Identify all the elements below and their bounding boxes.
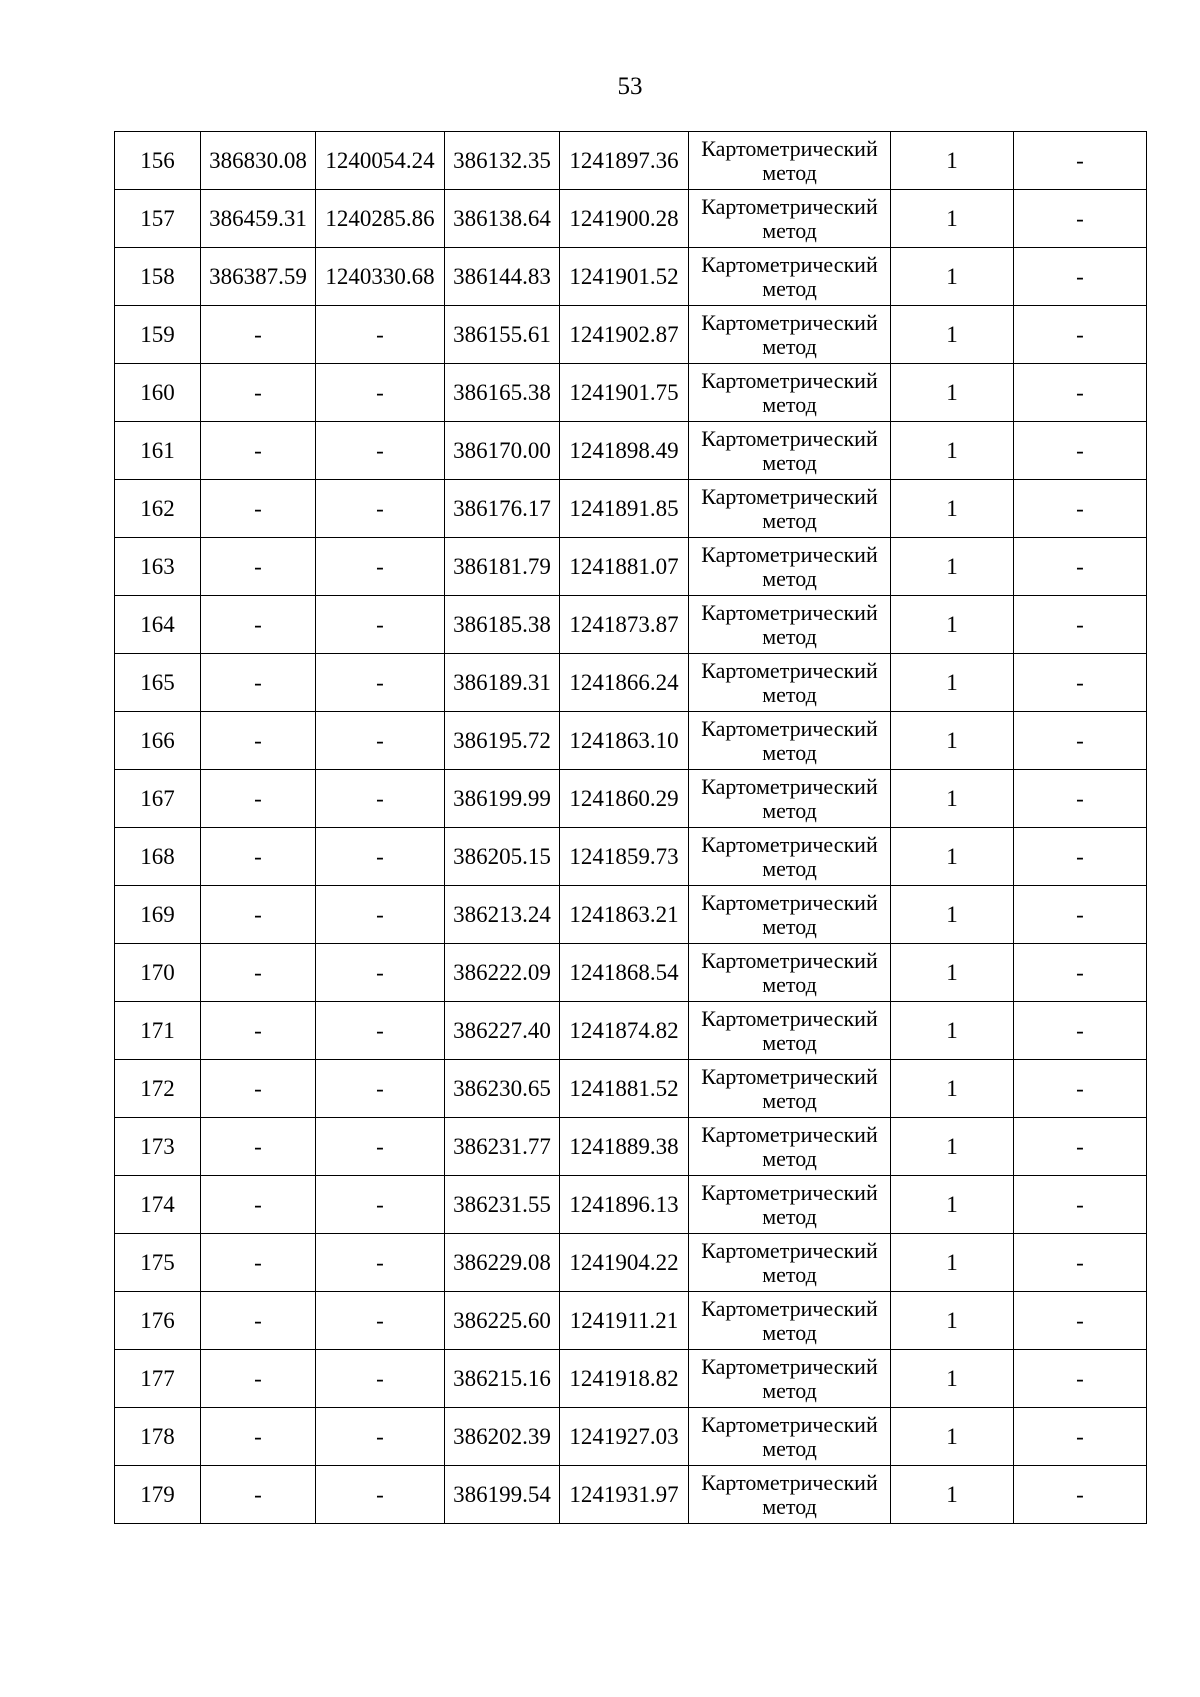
new-x-cell: 386199.99 xyxy=(445,770,560,828)
accuracy-cell: 1 xyxy=(891,1118,1014,1176)
note-cell: - xyxy=(1014,770,1147,828)
new-y-cell: 1241904.22 xyxy=(560,1234,689,1292)
point-number-cell: 161 xyxy=(115,422,201,480)
old-x-cell: - xyxy=(201,1176,316,1234)
old-y-cell: - xyxy=(316,1118,445,1176)
new-y-cell: 1241860.29 xyxy=(560,770,689,828)
old-x-cell: - xyxy=(201,1060,316,1118)
new-x-cell: 386199.54 xyxy=(445,1466,560,1524)
method-cell xyxy=(689,770,891,828)
note-cell: - xyxy=(1014,828,1147,886)
old-x-cell: - xyxy=(201,828,316,886)
method-line-2: метод xyxy=(762,855,817,881)
old-y-cell: 1240285.86 xyxy=(316,190,445,248)
method-line-2: метод xyxy=(762,913,817,939)
table-row xyxy=(115,1292,1147,1350)
accuracy-cell: 1 xyxy=(891,770,1014,828)
new-x-cell: 386165.38 xyxy=(445,364,560,422)
old-x-cell: - xyxy=(201,306,316,364)
note-cell: - xyxy=(1014,596,1147,654)
method-line-2: метод xyxy=(762,333,817,359)
method-line-1: Картометрический xyxy=(701,715,878,741)
method-line-2: метод xyxy=(762,739,817,765)
accuracy-cell: 1 xyxy=(891,1002,1014,1060)
new-x-cell: 386231.77 xyxy=(445,1118,560,1176)
point-number-cell: 173 xyxy=(115,1118,201,1176)
new-y-cell: 1241868.54 xyxy=(560,944,689,1002)
note-cell: - xyxy=(1014,1002,1147,1060)
old-y-cell: - xyxy=(316,596,445,654)
note-cell: - xyxy=(1014,1466,1147,1524)
method-cell xyxy=(689,480,891,538)
method-line-1: Картометрический xyxy=(701,309,878,335)
note-cell: - xyxy=(1014,1234,1147,1292)
method-cell xyxy=(689,828,891,886)
new-y-cell: 1241931.97 xyxy=(560,1466,689,1524)
method-line-1: Картометрический xyxy=(701,657,878,683)
method-line-2: метод xyxy=(762,1203,817,1229)
new-x-cell: 386138.64 xyxy=(445,190,560,248)
old-x-cell: - xyxy=(201,1350,316,1408)
old-x-cell: - xyxy=(201,596,316,654)
coordinates-table xyxy=(114,131,1147,1524)
method-line-1: Картометрический xyxy=(701,1179,878,1205)
accuracy-cell: 1 xyxy=(891,1350,1014,1408)
accuracy-cell: 1 xyxy=(891,712,1014,770)
new-x-cell: 386195.72 xyxy=(445,712,560,770)
accuracy-cell: 1 xyxy=(891,422,1014,480)
old-x-cell: - xyxy=(201,654,316,712)
new-x-cell: 386185.38 xyxy=(445,596,560,654)
new-y-cell: 1241896.13 xyxy=(560,1176,689,1234)
table-row xyxy=(115,1466,1147,1524)
note-cell: - xyxy=(1014,364,1147,422)
method-line-1: Картометрический xyxy=(701,193,878,219)
old-x-cell: 386387.59 xyxy=(201,248,316,306)
new-x-cell: 386144.83 xyxy=(445,248,560,306)
note-cell: - xyxy=(1014,1292,1147,1350)
table-row xyxy=(115,1408,1147,1466)
old-y-cell: - xyxy=(316,1002,445,1060)
point-number-cell: 171 xyxy=(115,1002,201,1060)
method-line-2: метод xyxy=(762,623,817,649)
method-cell xyxy=(689,1118,891,1176)
table-row xyxy=(115,1176,1147,1234)
new-x-cell: 386225.60 xyxy=(445,1292,560,1350)
new-y-cell: 1241874.82 xyxy=(560,1002,689,1060)
new-y-cell: 1241889.38 xyxy=(560,1118,689,1176)
point-number-cell: 164 xyxy=(115,596,201,654)
new-x-cell: 386227.40 xyxy=(445,1002,560,1060)
accuracy-cell: 1 xyxy=(891,596,1014,654)
old-x-cell: - xyxy=(201,1118,316,1176)
method-cell xyxy=(689,1408,891,1466)
old-y-cell: - xyxy=(316,1060,445,1118)
table-row xyxy=(115,306,1147,364)
old-y-cell: 1240054.24 xyxy=(316,132,445,190)
point-number-cell: 158 xyxy=(115,248,201,306)
old-y-cell: - xyxy=(316,1292,445,1350)
table-row xyxy=(115,422,1147,480)
method-line-2: метод xyxy=(762,1145,817,1171)
method-cell xyxy=(689,1350,891,1408)
old-y-cell: - xyxy=(316,886,445,944)
method-cell xyxy=(689,712,891,770)
method-cell xyxy=(689,132,891,190)
old-x-cell: 386830.08 xyxy=(201,132,316,190)
new-x-cell: 386215.16 xyxy=(445,1350,560,1408)
note-cell: - xyxy=(1014,1118,1147,1176)
old-x-cell: - xyxy=(201,1292,316,1350)
table-row xyxy=(115,712,1147,770)
new-y-cell: 1241902.87 xyxy=(560,306,689,364)
table-row xyxy=(115,248,1147,306)
new-x-cell: 386213.24 xyxy=(445,886,560,944)
note-cell: - xyxy=(1014,306,1147,364)
old-y-cell: - xyxy=(316,944,445,1002)
accuracy-cell: 1 xyxy=(891,190,1014,248)
new-x-cell: 386202.39 xyxy=(445,1408,560,1466)
point-number-cell: 174 xyxy=(115,1176,201,1234)
table-row xyxy=(115,654,1147,712)
old-y-cell: - xyxy=(316,770,445,828)
old-y-cell: - xyxy=(316,654,445,712)
method-line-1: Картометрический xyxy=(701,1005,878,1031)
method-cell xyxy=(689,1002,891,1060)
method-line-1: Картометрический xyxy=(701,541,878,567)
table-row xyxy=(115,480,1147,538)
old-x-cell: - xyxy=(201,944,316,1002)
method-line-2: метод xyxy=(762,507,817,533)
new-x-cell: 386205.15 xyxy=(445,828,560,886)
method-line-2: метод xyxy=(762,1261,817,1287)
page-number: 53 xyxy=(617,73,643,100)
note-cell: - xyxy=(1014,1350,1147,1408)
method-line-2: метод xyxy=(762,681,817,707)
point-number-cell: 156 xyxy=(115,132,201,190)
method-line-2: метод xyxy=(762,449,817,475)
new-y-cell: 1241863.10 xyxy=(560,712,689,770)
method-cell xyxy=(689,1176,891,1234)
note-cell: - xyxy=(1014,1408,1147,1466)
point-number-cell: 157 xyxy=(115,190,201,248)
method-line-2: метод xyxy=(762,797,817,823)
accuracy-cell: 1 xyxy=(891,306,1014,364)
method-line-2: метод xyxy=(762,1319,817,1345)
method-line-1: Картометрический xyxy=(701,1063,878,1089)
new-x-cell: 386181.79 xyxy=(445,538,560,596)
note-cell: - xyxy=(1014,422,1147,480)
note-cell: - xyxy=(1014,654,1147,712)
new-x-cell: 386229.08 xyxy=(445,1234,560,1292)
new-x-cell: 386189.31 xyxy=(445,654,560,712)
new-y-cell: 1241901.52 xyxy=(560,248,689,306)
note-cell: - xyxy=(1014,248,1147,306)
new-x-cell: 386132.35 xyxy=(445,132,560,190)
method-line-1: Картометрический xyxy=(701,599,878,625)
new-y-cell: 1241900.28 xyxy=(560,190,689,248)
method-line-2: метод xyxy=(762,1377,817,1403)
table-row xyxy=(115,1060,1147,1118)
table-row xyxy=(115,828,1147,886)
new-y-cell: 1241859.73 xyxy=(560,828,689,886)
accuracy-cell: 1 xyxy=(891,1292,1014,1350)
method-line-2: метод xyxy=(762,565,817,591)
point-number-cell: 167 xyxy=(115,770,201,828)
accuracy-cell: 1 xyxy=(891,132,1014,190)
method-line-1: Картометрический xyxy=(701,773,878,799)
point-number-cell: 175 xyxy=(115,1234,201,1292)
accuracy-cell: 1 xyxy=(891,1408,1014,1466)
method-line-2: метод xyxy=(762,159,817,185)
method-line-1: Картометрический xyxy=(701,947,878,973)
method-line-1: Картометрический xyxy=(701,1295,878,1321)
method-line-2: метод xyxy=(762,217,817,243)
method-cell xyxy=(689,886,891,944)
new-x-cell: 386230.65 xyxy=(445,1060,560,1118)
method-cell xyxy=(689,1466,891,1524)
method-line-1: Картометрический xyxy=(701,1469,878,1495)
table-row xyxy=(115,770,1147,828)
method-line-2: метод xyxy=(762,391,817,417)
new-x-cell: 386231.55 xyxy=(445,1176,560,1234)
point-number-cell: 179 xyxy=(115,1466,201,1524)
new-y-cell: 1241866.24 xyxy=(560,654,689,712)
old-y-cell: - xyxy=(316,480,445,538)
old-x-cell: - xyxy=(201,538,316,596)
method-line-2: метод xyxy=(762,1435,817,1461)
old-y-cell: - xyxy=(316,1466,445,1524)
old-x-cell: 386459.31 xyxy=(201,190,316,248)
old-x-cell: - xyxy=(201,1466,316,1524)
old-y-cell: - xyxy=(316,422,445,480)
method-line-2: метод xyxy=(762,1087,817,1113)
note-cell: - xyxy=(1014,944,1147,1002)
table-row xyxy=(115,538,1147,596)
method-cell xyxy=(689,364,891,422)
old-x-cell: - xyxy=(201,1234,316,1292)
method-cell xyxy=(689,306,891,364)
old-y-cell: - xyxy=(316,1234,445,1292)
method-line-1: Картометрический xyxy=(701,483,878,509)
point-number-cell: 169 xyxy=(115,886,201,944)
accuracy-cell: 1 xyxy=(891,480,1014,538)
method-line-1: Картометрический xyxy=(701,425,878,451)
old-y-cell: - xyxy=(316,1176,445,1234)
method-cell xyxy=(689,654,891,712)
old-x-cell: - xyxy=(201,480,316,538)
accuracy-cell: 1 xyxy=(891,1176,1014,1234)
method-line-1: Картометрический xyxy=(701,1237,878,1263)
table-row xyxy=(115,1002,1147,1060)
method-line-1: Картометрический xyxy=(701,1121,878,1147)
method-cell xyxy=(689,1234,891,1292)
method-line-1: Картометрический xyxy=(701,367,878,393)
new-x-cell: 386155.61 xyxy=(445,306,560,364)
accuracy-cell: 1 xyxy=(891,1234,1014,1292)
new-y-cell: 1241911.21 xyxy=(560,1292,689,1350)
accuracy-cell: 1 xyxy=(891,248,1014,306)
table-body xyxy=(115,132,1147,1524)
point-number-cell: 172 xyxy=(115,1060,201,1118)
note-cell: - xyxy=(1014,480,1147,538)
accuracy-cell: 1 xyxy=(891,944,1014,1002)
old-y-cell: - xyxy=(316,1408,445,1466)
table-row xyxy=(115,1234,1147,1292)
new-y-cell: 1241898.49 xyxy=(560,422,689,480)
old-x-cell: - xyxy=(201,422,316,480)
point-number-cell: 163 xyxy=(115,538,201,596)
old-y-cell: - xyxy=(316,538,445,596)
table-row xyxy=(115,132,1147,190)
method-cell xyxy=(689,538,891,596)
table-row xyxy=(115,1118,1147,1176)
table-row xyxy=(115,364,1147,422)
old-y-cell: 1240330.68 xyxy=(316,248,445,306)
old-x-cell: - xyxy=(201,712,316,770)
point-number-cell: 165 xyxy=(115,654,201,712)
point-number-cell: 177 xyxy=(115,1350,201,1408)
old-y-cell: - xyxy=(316,306,445,364)
table-row xyxy=(115,1350,1147,1408)
method-cell xyxy=(689,422,891,480)
old-x-cell: - xyxy=(201,364,316,422)
point-number-cell: 178 xyxy=(115,1408,201,1466)
new-x-cell: 386222.09 xyxy=(445,944,560,1002)
method-line-1: Картометрический xyxy=(701,1411,878,1437)
method-line-2: метод xyxy=(762,1029,817,1055)
new-y-cell: 1241873.87 xyxy=(560,596,689,654)
new-y-cell: 1241881.52 xyxy=(560,1060,689,1118)
new-y-cell: 1241863.21 xyxy=(560,886,689,944)
new-y-cell: 1241881.07 xyxy=(560,538,689,596)
note-cell: - xyxy=(1014,886,1147,944)
note-cell: - xyxy=(1014,132,1147,190)
method-cell xyxy=(689,1292,891,1350)
new-y-cell: 1241901.75 xyxy=(560,364,689,422)
table-row xyxy=(115,886,1147,944)
old-x-cell: - xyxy=(201,1408,316,1466)
note-cell: - xyxy=(1014,1060,1147,1118)
accuracy-cell: 1 xyxy=(891,654,1014,712)
new-y-cell: 1241918.82 xyxy=(560,1350,689,1408)
old-y-cell: - xyxy=(316,364,445,422)
table-row xyxy=(115,190,1147,248)
method-line-1: Картометрический xyxy=(701,831,878,857)
method-line-1: Картометрический xyxy=(701,251,878,277)
accuracy-cell: 1 xyxy=(891,828,1014,886)
method-line-1: Картометрический xyxy=(701,135,878,161)
note-cell: - xyxy=(1014,1176,1147,1234)
point-number-cell: 160 xyxy=(115,364,201,422)
old-x-cell: - xyxy=(201,770,316,828)
old-x-cell: - xyxy=(201,1002,316,1060)
method-cell xyxy=(689,1060,891,1118)
table-row xyxy=(115,944,1147,1002)
accuracy-cell: 1 xyxy=(891,1060,1014,1118)
accuracy-cell: 1 xyxy=(891,538,1014,596)
method-line-2: метод xyxy=(762,1493,817,1519)
method-line-1: Картометрический xyxy=(701,889,878,915)
old-x-cell: - xyxy=(201,886,316,944)
method-cell xyxy=(689,596,891,654)
point-number-cell: 162 xyxy=(115,480,201,538)
table-row xyxy=(115,596,1147,654)
point-number-cell: 168 xyxy=(115,828,201,886)
method-line-1: Картометрический xyxy=(701,1353,878,1379)
new-x-cell: 386170.00 xyxy=(445,422,560,480)
point-number-cell: 166 xyxy=(115,712,201,770)
method-cell xyxy=(689,190,891,248)
accuracy-cell: 1 xyxy=(891,1466,1014,1524)
new-x-cell: 386176.17 xyxy=(445,480,560,538)
note-cell: - xyxy=(1014,538,1147,596)
point-number-cell: 176 xyxy=(115,1292,201,1350)
method-cell xyxy=(689,944,891,1002)
old-y-cell: - xyxy=(316,712,445,770)
note-cell: - xyxy=(1014,190,1147,248)
accuracy-cell: 1 xyxy=(891,886,1014,944)
new-y-cell: 1241891.85 xyxy=(560,480,689,538)
point-number-cell: 159 xyxy=(115,306,201,364)
new-y-cell: 1241897.36 xyxy=(560,132,689,190)
point-number-cell: 170 xyxy=(115,944,201,1002)
old-y-cell: - xyxy=(316,828,445,886)
old-y-cell: - xyxy=(316,1350,445,1408)
method-line-2: метод xyxy=(762,275,817,301)
new-y-cell: 1241927.03 xyxy=(560,1408,689,1466)
method-line-2: метод xyxy=(762,971,817,997)
method-cell xyxy=(689,248,891,306)
accuracy-cell: 1 xyxy=(891,364,1014,422)
note-cell: - xyxy=(1014,712,1147,770)
